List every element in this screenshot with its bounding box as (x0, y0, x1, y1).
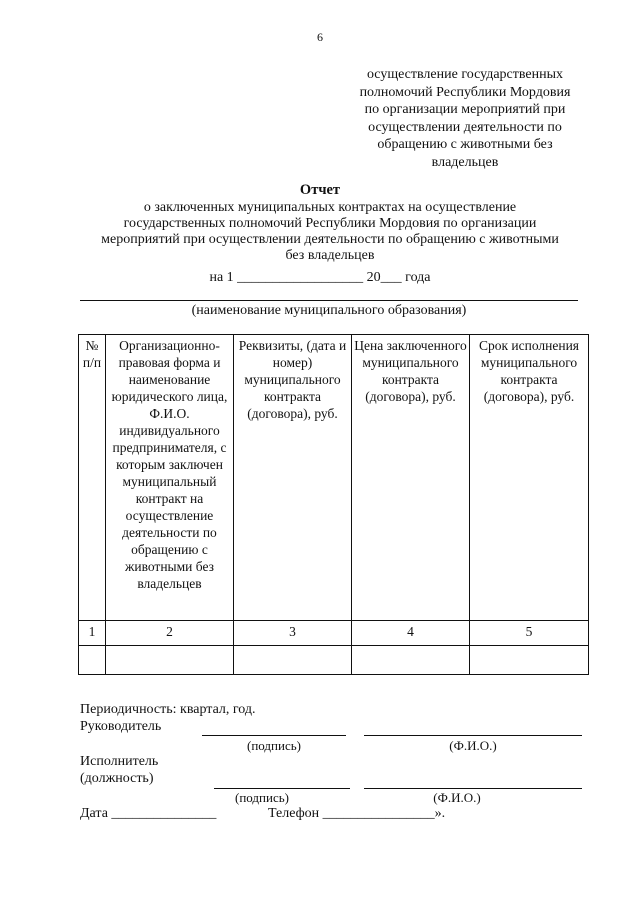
table-header-row (79, 335, 589, 621)
head-signature-line[interactable] (202, 735, 346, 736)
column-header-price: Цена заключенного муниципального контракта (договора), руб. (352, 335, 470, 621)
executor-position-label: (должность) (80, 771, 154, 786)
column-header-organization: Организационно-правовая форма и наименование юридического лица, Ф.И.О. индивидуального предпринимателя, с которым заключен муниципальный контракт на осуществление деятельности по обращению с животными без владельцев (106, 335, 234, 621)
header-line: осуществление государственных (366, 67, 564, 82)
column-header-number: № п/п (79, 335, 106, 621)
head-label: Руководитель (80, 719, 162, 734)
subtitle-line: о заключенных муниципальных контрактах на осуществление (143, 200, 517, 215)
table-number-row (79, 621, 589, 646)
subtitle-line: мероприятий при осуществлении деятельности по обращению с животными (101, 232, 559, 247)
report-title: Отчет (299, 182, 341, 198)
table-row (79, 646, 589, 675)
subtitle-line: государственных полномочий Республики Мордовия по организации (123, 216, 537, 231)
org-name-caption: (наименование муниципального образования) (191, 303, 467, 318)
head-signature-caption: (подпись) (247, 738, 301, 753)
phone-field[interactable]: Телефон ________________». (268, 806, 446, 821)
header-line: полномочий Республики Мордовия (359, 84, 571, 100)
head-fio-line[interactable] (364, 735, 582, 736)
table-cell[interactable] (234, 646, 352, 675)
column-number-cell: 2 (106, 621, 234, 646)
header-line: по организации мероприятий при (364, 102, 566, 117)
table-cell[interactable] (79, 646, 106, 675)
column-header-term: Срок исполнения муниципального контракта (договора), руб. (470, 335, 589, 621)
date-field[interactable]: Дата _______________ (80, 806, 217, 821)
subtitle-line: без владельцев (285, 248, 375, 263)
report-table (78, 334, 589, 675)
report-date-line: на 1 __________________ 20___ года (209, 270, 431, 285)
executor-fio-line[interactable] (364, 788, 582, 789)
column-number-cell: 3 (234, 621, 352, 646)
table-cell[interactable] (470, 646, 589, 675)
column-number-cell: 1 (79, 621, 106, 646)
periodicity-text: Периодичность: квартал, год. (80, 702, 256, 717)
header-block (330, 66, 600, 171)
page-number: 6 (317, 30, 323, 44)
executor-fio-caption: (Ф.И.О.) (433, 790, 481, 805)
column-number-cell: 5 (470, 621, 589, 646)
table-cell[interactable] (352, 646, 470, 675)
header-line: владельцев (431, 154, 499, 170)
header-line: обращению с животными без (377, 137, 553, 152)
executor-signature-caption: (подпись) (235, 790, 289, 805)
executor-signature-line[interactable] (214, 788, 350, 789)
head-fio-caption: (Ф.И.О.) (449, 738, 497, 753)
column-number-cell: 4 (352, 621, 470, 646)
report-subtitle (70, 200, 590, 264)
org-name-field-line[interactable] (80, 300, 578, 301)
header-line: осуществлении деятельности по (368, 119, 562, 135)
column-header-requisites: Реквизиты, (дата и номер) муниципального контракта (договора), руб. (234, 335, 352, 621)
executor-label: Исполнитель (80, 754, 159, 769)
table-cell[interactable] (106, 646, 234, 675)
